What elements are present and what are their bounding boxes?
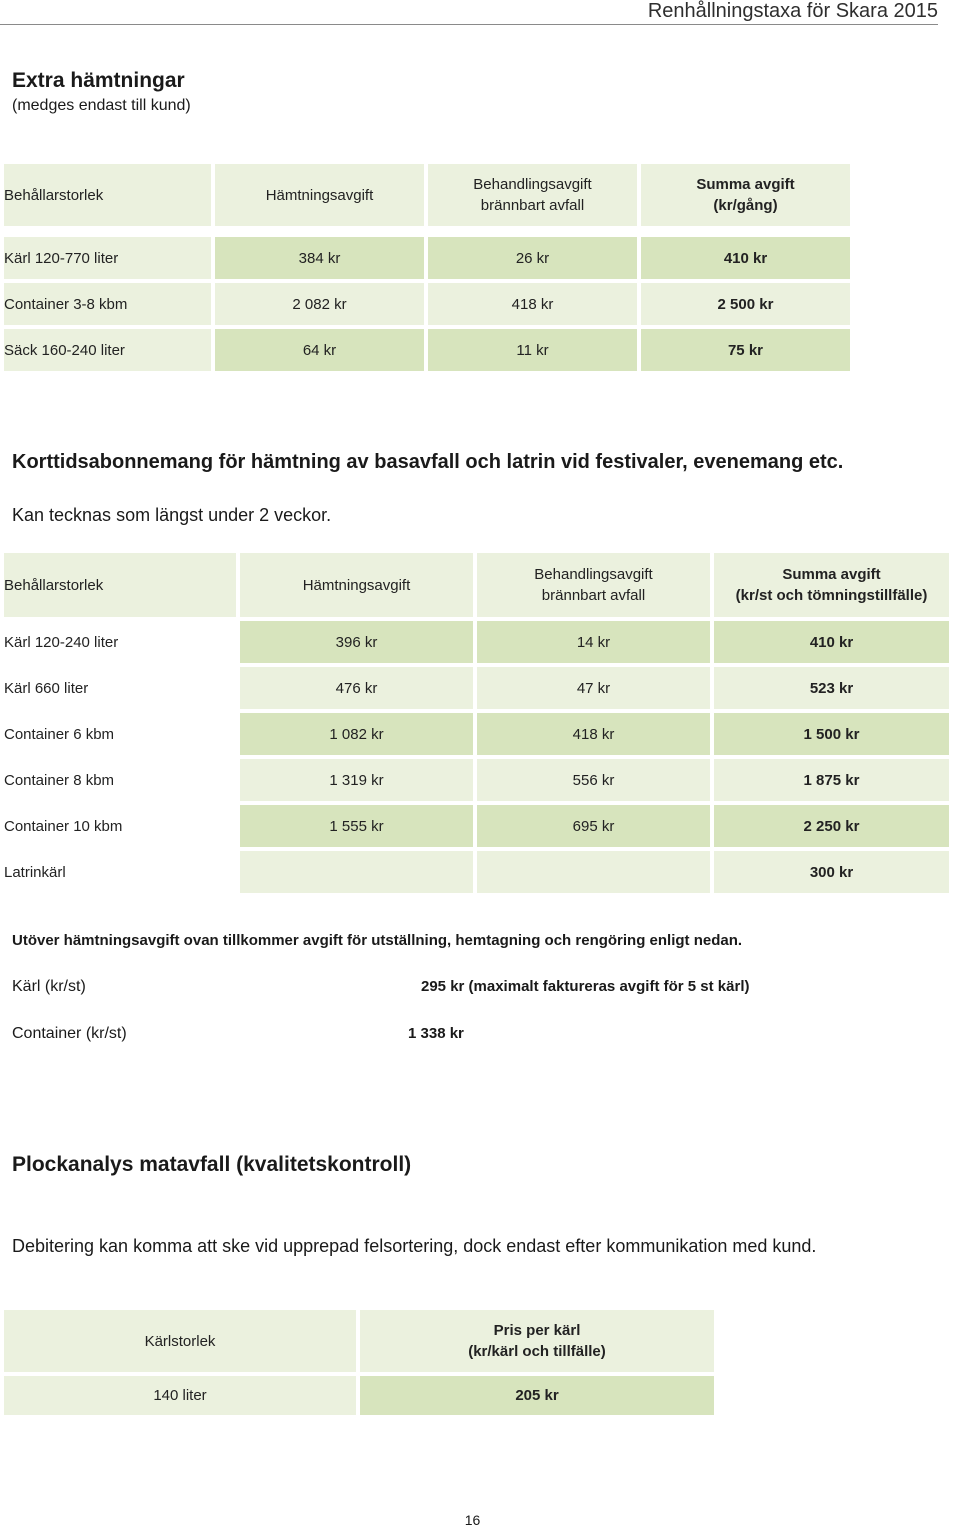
table-row xyxy=(4,851,949,893)
table-cell: 140 liter xyxy=(4,1376,356,1415)
table-cell: 410 kr xyxy=(714,621,949,663)
additional-fee-value: 1 338 kr xyxy=(408,1025,464,1042)
table-row xyxy=(4,237,850,279)
table-cell xyxy=(477,851,710,893)
additional-fee-label: Container (kr/st) xyxy=(12,1025,127,1042)
column-header: Behandlingsavgift brännbart avfall xyxy=(428,164,637,226)
table-cell: 384 kr xyxy=(215,237,424,279)
table-cell: 1 319 kr xyxy=(240,759,473,801)
column-header: Behållarstorlek xyxy=(4,164,211,226)
table-cell: 14 kr xyxy=(477,621,710,663)
additional-fee-value: 295 kr (maximalt faktureras avgift för 5 st kärl) xyxy=(421,978,750,995)
table-cell: 556 kr xyxy=(477,759,710,801)
table-cell: Kärl 120-770 liter xyxy=(4,237,211,279)
additional-fee-label: Kärl (kr/st) xyxy=(12,978,86,995)
table-row xyxy=(4,759,949,801)
table-cell: 418 kr xyxy=(477,713,710,755)
table-row xyxy=(4,1376,714,1415)
column-header: Behållarstorlek xyxy=(4,553,236,617)
table-cell: 26 kr xyxy=(428,237,637,279)
section-subtitle-extra: (medges endast till kund) xyxy=(12,97,191,114)
table-cell: Latrinkärl xyxy=(4,851,236,893)
column-header: Hämtningsavgift xyxy=(240,553,473,617)
table-row xyxy=(4,621,949,663)
page-number: 16 xyxy=(464,1512,481,1528)
table-cell: 2 082 kr xyxy=(215,283,424,325)
table-cell: 11 kr xyxy=(428,329,637,371)
table-cell: 410 kr xyxy=(641,237,850,279)
table-cell: 1 500 kr xyxy=(714,713,949,755)
table-cell: Container 3-8 kbm xyxy=(4,283,211,325)
table-extra-pickups xyxy=(0,160,854,375)
table-short-term xyxy=(0,549,953,897)
section-title-short-term: Korttidsabonnemang för hämtning av basavfall och latrin vid festivaler, evenemang etc. xyxy=(12,451,844,473)
column-header: Hämtningsavgift xyxy=(215,164,424,226)
table-cell: 418 kr xyxy=(428,283,637,325)
table-cell: 2 500 kr xyxy=(641,283,850,325)
table-row xyxy=(4,713,949,755)
table-cell: 75 kr xyxy=(641,329,850,371)
table-cell xyxy=(240,851,473,893)
table-cell: 64 kr xyxy=(215,329,424,371)
section-title-extra: Extra hämtningar xyxy=(12,69,185,92)
table-row xyxy=(4,667,949,709)
column-header: Summa avgift (kr/st och tömningstillfälle) xyxy=(714,553,949,617)
table-cell: 47 kr xyxy=(477,667,710,709)
table-row xyxy=(4,329,850,371)
section-note-pick-analysis: Debitering kan komma att ske vid upprepad felsortering, dock endast efter kommunikation med kund. xyxy=(12,1236,817,1256)
table-cell: 2 250 kr xyxy=(714,805,949,847)
document-header-title: Renhållningstaxa för Skara 2015 xyxy=(647,0,938,22)
table-cell: Kärl 120-240 liter xyxy=(4,621,236,663)
column-header: Kärlstorlek xyxy=(4,1310,356,1372)
additional-fees-heading: Utöver hämtningsavgift ovan tillkommer avgift för utställning, hemtagning och rengöring enligt nedan. xyxy=(12,932,743,949)
table-cell: Container 6 kbm xyxy=(4,713,236,755)
table-cell: 205 kr xyxy=(360,1376,714,1415)
table-cell: 300 kr xyxy=(714,851,949,893)
section-title-pick-analysis: Plockanalys matavfall (kvalitetskontroll) xyxy=(12,1153,412,1176)
section-note-short-term: Kan tecknas som längst under 2 veckor. xyxy=(12,505,332,525)
table-cell: 1 555 kr xyxy=(240,805,473,847)
table-cell: Kärl 660 liter xyxy=(4,667,236,709)
header-divider xyxy=(0,24,938,25)
table-cell: Container 10 kbm xyxy=(4,805,236,847)
table-cell: Container 8 kbm xyxy=(4,759,236,801)
column-header: Behandlingsavgift brännbart avfall xyxy=(477,553,710,617)
table-cell: 1 875 kr xyxy=(714,759,949,801)
table-cell: 695 kr xyxy=(477,805,710,847)
table-row xyxy=(4,283,850,325)
table-cell: 476 kr xyxy=(240,667,473,709)
column-header: Pris per kärl (kr/kärl och tillfälle) xyxy=(360,1310,714,1372)
table-header-row xyxy=(4,1310,714,1372)
table-row xyxy=(4,805,949,847)
table-pick-analysis xyxy=(0,1306,718,1419)
table-header-row xyxy=(4,553,949,617)
table-cell: 1 082 kr xyxy=(240,713,473,755)
column-header: Summa avgift (kr/gång) xyxy=(641,164,850,226)
table-cell: 523 kr xyxy=(714,667,949,709)
table-header-row xyxy=(4,164,850,226)
table-cell: Säck 160-240 liter xyxy=(4,329,211,371)
table-cell: 396 kr xyxy=(240,621,473,663)
